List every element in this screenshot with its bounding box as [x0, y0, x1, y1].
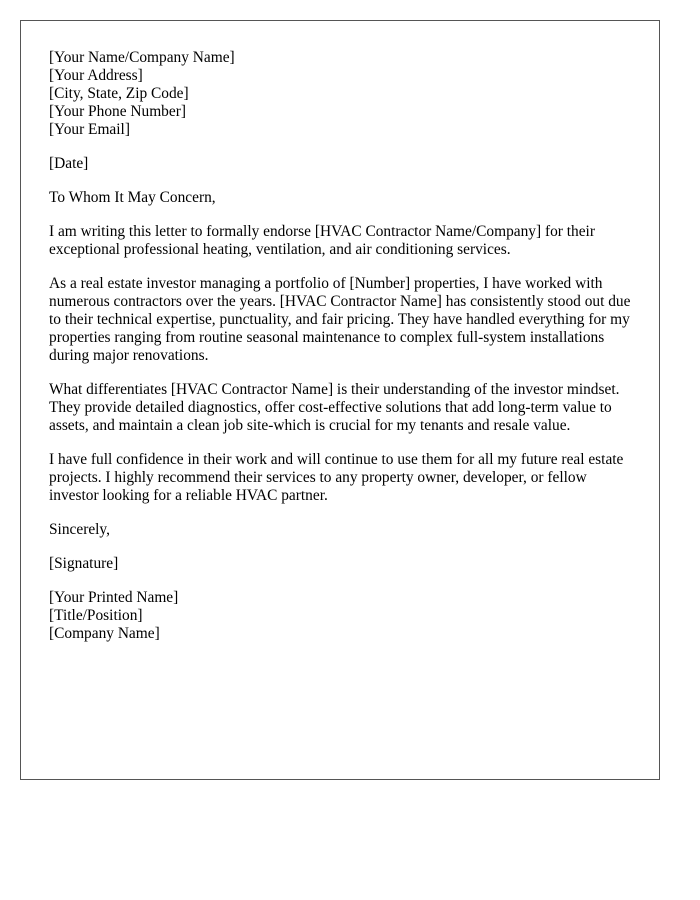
body-paragraph-2: As a real estate investor managing a portfolio of [Number] properties, I have worked with numerous contractors over the years. [HVAC Contractor Name] has consistently stood out due to their technical expertise, punctuality, and fair pricing. They have handled everything for my properties ranging from routine seasonal maintenance to complex full-system installations during major renovations. [49, 275, 631, 364]
sender-name: [Your Name/Company Name] [49, 49, 235, 66]
salutation-line [49, 189, 639, 207]
date-line [49, 155, 639, 173]
title-position: [Title/Position] [49, 607, 143, 624]
date-text: [Date] [49, 155, 89, 172]
body-paragraph-1: I am writing this letter to formally endorse [HVAC Contractor Name/Company] for their exceptional professional heating, ventilation, and air conditioning services. [49, 223, 595, 258]
company-name: [Company Name] [49, 625, 160, 642]
letter-body [49, 49, 639, 659]
letter-page [20, 20, 660, 780]
sender-email: [Your Email] [49, 121, 130, 138]
signoff-block [49, 589, 639, 643]
body-paragraph-4: I have full confidence in their work and will continue to use them for all my future real estate projects. I highly recommend their services to any property owner, developer, or fellow investor looking for a reliable HVAC partner. [49, 451, 624, 504]
sender-block [49, 49, 639, 139]
body-paragraph-3: What differentiates [HVAC Contractor Name] is their understanding of the investor mindset. They provide detailed diagnostics, offer cost-effective solutions that add long-term value to assets, and maintain a clean job site-which is crucial for my tenants and resale value. [49, 381, 620, 434]
closing-text: Sincerely, [49, 521, 110, 538]
salutation-text: To Whom It May Concern, [49, 189, 216, 206]
closing-line [49, 521, 639, 539]
signature-line [49, 555, 639, 573]
sender-city-state-zip: [City, State, Zip Code] [49, 85, 189, 102]
signature-text: [Signature] [49, 555, 119, 572]
printed-name: [Your Printed Name] [49, 589, 179, 606]
sender-address: [Your Address] [49, 67, 143, 84]
sender-phone: [Your Phone Number] [49, 103, 186, 120]
